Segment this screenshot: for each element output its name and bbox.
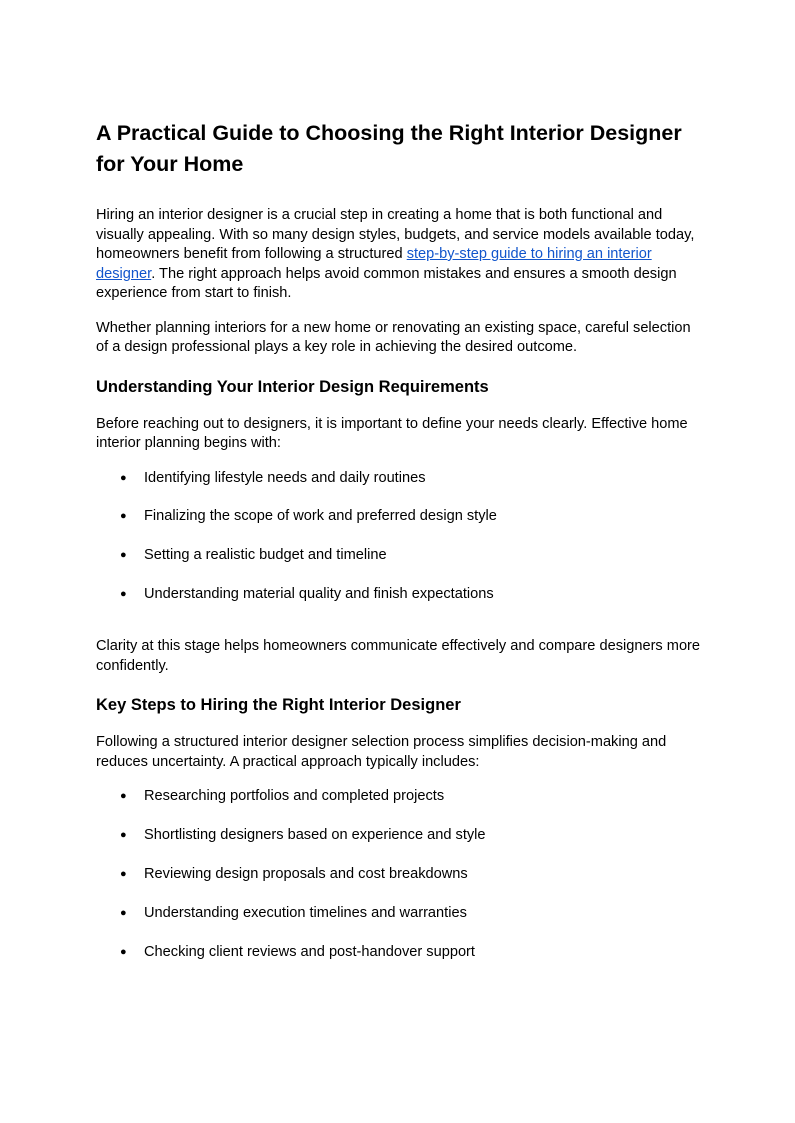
section-1-intro: Before reaching out to designers, it is important to define your needs clearly. Effective home interior planning begins with:: [96, 415, 688, 451]
list-item: [96, 469, 706, 489]
list-item: [96, 943, 706, 963]
list-item-text: Reviewing design proposals and cost breakdowns: [144, 865, 468, 882]
bullet-icon: ●: [120, 510, 127, 523]
section-2-heading: Key Steps to Hiring the Right Interior Designer: [96, 696, 461, 715]
list-item: [96, 865, 706, 885]
list-item-text: Checking client reviews and post-handover support: [144, 943, 475, 960]
document-page: [96, 118, 706, 995]
section-2-intro: Following a structured interior designer selection process simplifies decision-making and reduces uncertainty. A practical approach typically includes:: [96, 734, 667, 770]
list-item: [96, 787, 706, 807]
bullet-icon: ●: [120, 587, 127, 600]
list-item-text: Shortlisting designers based on experience and style: [144, 827, 486, 844]
list-item-text: Researching portfolios and completed projects: [144, 788, 445, 805]
list-item-text: Identifying lifestyle needs and daily routines: [144, 469, 426, 486]
bullet-icon: ●: [120, 867, 127, 880]
section-1-outro: Clarity at this stage helps homeowners communicate effectively and compare designers more confidently.: [96, 638, 701, 674]
intro-text-before-link: Hiring an interior designer is a crucial step in creating a home that is both functional and visually appealing. With so many design styles, budgets, and service models available today, homeowners benefit from following a structured: [96, 207, 695, 262]
document-title: A Practical Guide to Choosing the Right Interior Designer for Your Home: [96, 121, 682, 176]
list-item: [96, 585, 706, 605]
intro-text-after-link: . The right approach helps avoid common mistakes and ensures a smooth design experience from start to finish.: [96, 265, 677, 301]
list-item: [96, 826, 706, 846]
list-item-text: Understanding material quality and finish expectations: [144, 585, 494, 602]
section-2-bullet-list: [96, 787, 706, 962]
bullet-icon: ●: [120, 945, 127, 958]
list-item: [96, 507, 706, 527]
list-item-text: Setting a realistic budget and timeline: [144, 547, 387, 564]
second-paragraph: Whether planning interiors for a new home or renovating an existing space, careful selection of a design professional plays a key role in achieving the desired outcome.: [96, 319, 691, 355]
bullet-icon: ●: [120, 471, 127, 484]
list-item-text: Finalizing the scope of work and preferred design style: [144, 508, 497, 525]
bullet-icon: ●: [120, 790, 127, 803]
intro-paragraph: [96, 206, 706, 304]
list-item: [96, 546, 706, 566]
hiring-guide-link[interactable]: step-by-step guide to hiring an interior designer: [96, 246, 652, 282]
bullet-icon: ●: [120, 906, 127, 919]
section-1-heading: Understanding Your Interior Design Requirements: [96, 377, 489, 396]
section-1-bullet-list: [96, 469, 706, 605]
bullet-icon: ●: [120, 829, 127, 842]
list-item: [96, 904, 706, 924]
list-item-text: Understanding execution timelines and warranties: [144, 904, 467, 921]
bullet-icon: ●: [120, 549, 127, 562]
